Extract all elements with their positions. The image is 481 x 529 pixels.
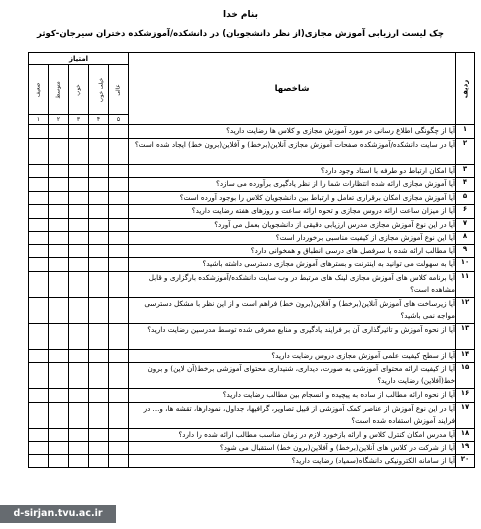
score-cell[interactable] xyxy=(29,205,49,219)
row-number: ۱۱ xyxy=(456,272,475,298)
row-number-header: ردیف xyxy=(456,53,475,125)
document-subtitle: چک لیست ارزیابی آموزش مجازی(از نظر دانشجویان) در دانشکده/آموزشکده دختران سیرجان-کوثر xyxy=(37,29,444,39)
score-cell[interactable] xyxy=(49,298,69,324)
table-row xyxy=(29,455,475,468)
site-url-footer: d-sirjan.tvu.ac.ir xyxy=(0,505,116,523)
indicators-header: شاخصها xyxy=(129,53,456,125)
table-row xyxy=(29,232,475,245)
score-cell[interactable] xyxy=(49,219,69,232)
score-cell[interactable] xyxy=(29,232,49,245)
score-label-poor: ضعیف xyxy=(29,65,49,115)
score-cell[interactable] xyxy=(29,298,49,324)
score-cell[interactable] xyxy=(109,429,129,442)
row-number: ۱۲ xyxy=(456,298,475,324)
row-number: ۱۶ xyxy=(456,389,475,403)
score-cell[interactable] xyxy=(89,232,109,245)
score-cell[interactable] xyxy=(109,232,129,245)
score-cell[interactable] xyxy=(89,442,109,455)
score-cell[interactable] xyxy=(69,442,89,455)
score-header: امتیاز xyxy=(29,53,129,65)
row-number: ۱۸ xyxy=(456,429,475,442)
score-cell[interactable] xyxy=(109,350,129,363)
table-row xyxy=(29,389,475,403)
score-cell[interactable] xyxy=(89,125,109,139)
row-number: ۱۳ xyxy=(456,324,475,350)
question-text: آیا آموزش مجازی امکان برقراری تعامل و ارتباط بین دانشجویان کلاس را بوجود آورده است؟ xyxy=(129,192,456,205)
score-cell[interactable] xyxy=(29,178,49,192)
question-text: آیا از میزان ساعت ارائه دروس مجازی و تحوه ارائه ساعت و روزهای هفته رضایت دارید؟ xyxy=(129,205,456,219)
score-cell[interactable] xyxy=(69,350,89,363)
score-label-good: خوب xyxy=(69,65,89,115)
row-number: ۹ xyxy=(456,245,475,258)
score-cell[interactable] xyxy=(109,139,129,165)
table-row xyxy=(29,219,475,232)
score-cell[interactable] xyxy=(89,429,109,442)
row-number: ۱ xyxy=(456,125,475,139)
score-cell[interactable] xyxy=(49,125,69,139)
score-cell[interactable] xyxy=(29,245,49,258)
score-cell[interactable] xyxy=(109,389,129,403)
row-number: ۱۷ xyxy=(456,403,475,429)
row-number: ۱۰ xyxy=(456,258,475,272)
question-text: آیا در سایت دانشکده/آموزشکده صفحات آموزش مجازی آنلاین(برخط) و آفلاین(برون خط) ایجاد شده است؟ xyxy=(129,139,456,165)
row-number: ۱۹ xyxy=(456,442,475,455)
score-cell[interactable] xyxy=(49,403,69,429)
score-cell[interactable] xyxy=(69,403,89,429)
score-cell[interactable] xyxy=(49,192,69,205)
question-text: آیا از نحوه آموزش و تاثیرگذاری آن بر فرایند یادگیری و منابع معرفی شده توسط مدرسین رضایت دارید؟ xyxy=(129,324,456,350)
score-cell[interactable] xyxy=(89,403,109,429)
score-cell[interactable] xyxy=(89,245,109,258)
row-number: ۷ xyxy=(456,219,475,232)
table-row xyxy=(29,165,475,178)
score-number: ۱ xyxy=(29,115,49,125)
question-text: آیا زیرساخت های آموزش آنلاین(برخط) و آفلاین(برون خط) فراهم است و از این نظر با مشکل دسترسی مواجه نمی باشید؟ xyxy=(129,298,456,324)
score-cell[interactable] xyxy=(49,363,69,389)
row-number: ۲ xyxy=(456,139,475,165)
score-cell[interactable] xyxy=(29,192,49,205)
row-number: ۳ xyxy=(456,165,475,178)
score-cell[interactable] xyxy=(49,258,69,272)
question-text: آیا از سامانه الکترونیکی دانشگاه(سمیاد) رضایت دارید؟ xyxy=(129,455,456,468)
score-cell[interactable] xyxy=(49,429,69,442)
score-cell[interactable] xyxy=(29,258,49,272)
score-cell[interactable] xyxy=(29,125,49,139)
score-cell[interactable] xyxy=(89,298,109,324)
question-text: آیا از شرکت در کلاس های آنلاین(برخط) و آفلاین(برون خط) استقبال می شود؟ xyxy=(129,442,456,455)
score-cell[interactable] xyxy=(89,272,109,298)
question-text: آیا از سطح کیفیت علمی آموزش مجازی دروس رضایت دارید؟ xyxy=(129,350,456,363)
score-cell[interactable] xyxy=(29,403,49,429)
score-cell[interactable] xyxy=(109,125,129,139)
table-row xyxy=(29,125,475,139)
score-cell[interactable] xyxy=(69,178,89,192)
score-cell[interactable] xyxy=(49,178,69,192)
table-row xyxy=(29,298,475,324)
table-row xyxy=(29,139,475,165)
score-cell[interactable] xyxy=(109,165,129,178)
score-cell[interactable] xyxy=(49,139,69,165)
question-text: آیا به سهولت می توانید به اینترنت و بسترهای آموزش مجازی دسترسی داشته باشید؟ xyxy=(129,258,456,272)
question-text: آیا از نحوه ارائه مطالب از ساده به پیچیده و انسجام بین مطالب رضایت دارید؟ xyxy=(129,389,456,403)
score-cell[interactable] xyxy=(109,324,129,350)
table-row xyxy=(29,258,475,272)
score-cell[interactable] xyxy=(29,455,49,468)
evaluation-table xyxy=(28,52,475,468)
score-cell[interactable] xyxy=(69,429,89,442)
table-row xyxy=(29,442,475,455)
score-cell[interactable] xyxy=(89,363,109,389)
score-cell[interactable] xyxy=(69,298,89,324)
score-cell[interactable] xyxy=(49,205,69,219)
score-cell[interactable] xyxy=(29,324,49,350)
score-cell[interactable] xyxy=(69,192,89,205)
row-number: ۵ xyxy=(456,192,475,205)
score-cell[interactable] xyxy=(49,165,69,178)
score-cell[interactable] xyxy=(49,324,69,350)
score-cell[interactable] xyxy=(69,389,89,403)
score-number: ۳ xyxy=(69,115,89,125)
question-text: آیا در این نوع آموزش از عناصر کمک آموزشی از قبیل تصاویر، گرافیها، جداول، نمودارها، تقشه ها، و... در فرایند آموزش استفاده شده است؟ xyxy=(129,403,456,429)
score-cell[interactable] xyxy=(89,165,109,178)
table-row xyxy=(29,324,475,350)
question-text: آیا در این نوع آموزش مجازی مدرس ارزیابی دقیقی از دانشجویان بعمل می آورد؟ xyxy=(129,219,456,232)
question-text: آیا از کیفیت ارائه محتوای آموزشی به صورت، دیداری، شنیداری محتوای آموزشی برخط(آن لاین) و برون خط(آفلاین) رضایت دارید؟ xyxy=(129,363,456,389)
question-text: آیا امکان ارتباط دو طرفه با استاد وجود دارد؟ xyxy=(129,165,456,178)
score-cell[interactable] xyxy=(109,272,129,298)
score-cell[interactable] xyxy=(89,258,109,272)
score-cell[interactable] xyxy=(29,139,49,165)
score-cell[interactable] xyxy=(89,455,109,468)
score-cell[interactable] xyxy=(29,429,49,442)
score-cell[interactable] xyxy=(29,272,49,298)
score-cell[interactable] xyxy=(69,165,89,178)
score-cell[interactable] xyxy=(69,363,89,389)
score-cell[interactable] xyxy=(109,205,129,219)
score-cell[interactable] xyxy=(109,258,129,272)
score-cell[interactable] xyxy=(69,219,89,232)
table-row xyxy=(29,429,475,442)
score-cell[interactable] xyxy=(89,205,109,219)
score-cell[interactable] xyxy=(69,324,89,350)
score-cell[interactable] xyxy=(69,125,89,139)
score-cell[interactable] xyxy=(89,178,109,192)
score-cell[interactable] xyxy=(89,219,109,232)
row-number: ۱۴ xyxy=(456,350,475,363)
score-cell[interactable] xyxy=(69,455,89,468)
score-cell[interactable] xyxy=(109,403,129,429)
score-cell[interactable] xyxy=(69,258,89,272)
score-number: ۲ xyxy=(49,115,69,125)
score-cell[interactable] xyxy=(49,389,69,403)
question-text: آیا مطالب ارائه شده با سرفصل های درسی انطباق و همخوانی دارد؟ xyxy=(129,245,456,258)
score-number: ۴ xyxy=(89,115,109,125)
score-cell[interactable] xyxy=(109,219,129,232)
score-cell[interactable] xyxy=(29,442,49,455)
score-cell[interactable] xyxy=(69,272,89,298)
score-cell[interactable] xyxy=(89,389,109,403)
score-cell[interactable] xyxy=(109,192,129,205)
table-row xyxy=(29,350,475,363)
question-text: آیا آموزش مجازی ارائه شده انتظارات شما را از نظر یادگیری برآورده می سازد؟ xyxy=(129,178,456,192)
row-number: ۲۰ xyxy=(456,455,475,468)
score-cell[interactable] xyxy=(29,389,49,403)
score-label-average: متوسط xyxy=(49,65,69,115)
document-title: بنام خدا xyxy=(223,10,258,20)
question-text: آیا این نوع آموزش مجازی از کیفیت مناسبی برخوردار است؟ xyxy=(129,232,456,245)
score-cell[interactable] xyxy=(29,350,49,363)
table-row xyxy=(29,363,475,389)
question-text: آیا مدرس امکان کنترل کلاس و ارائه بازخورد لازم در زمان مناسب مطالب ارائه شده را دارد؟ xyxy=(129,429,456,442)
score-cell[interactable] xyxy=(69,139,89,165)
row-number: ۸ xyxy=(456,232,475,245)
table-row xyxy=(29,403,475,429)
score-cell[interactable] xyxy=(29,363,49,389)
score-cell[interactable] xyxy=(89,324,109,350)
score-cell[interactable] xyxy=(29,219,49,232)
score-cell[interactable] xyxy=(109,455,129,468)
score-cell[interactable] xyxy=(49,350,69,363)
score-cell[interactable] xyxy=(49,455,69,468)
score-cell[interactable] xyxy=(109,363,129,389)
score-cell[interactable] xyxy=(109,442,129,455)
score-cell[interactable] xyxy=(49,272,69,298)
question-text: آیا برنامه کلاس های آموزش مجازی لینک های مرتبط در وب سایت دانشکده/آموزشکده بارگزاری و قابل مشاهده است؟ xyxy=(129,272,456,298)
score-cell[interactable] xyxy=(49,245,69,258)
score-cell[interactable] xyxy=(109,178,129,192)
score-cell[interactable] xyxy=(69,245,89,258)
score-cell[interactable] xyxy=(49,442,69,455)
score-cell[interactable] xyxy=(69,205,89,219)
score-cell[interactable] xyxy=(69,232,89,245)
score-label-very-good: خیلی خوب xyxy=(89,65,109,115)
table-row xyxy=(29,245,475,258)
table-row xyxy=(29,272,475,298)
score-cell[interactable] xyxy=(89,139,109,165)
score-cell[interactable] xyxy=(109,245,129,258)
table-row xyxy=(29,178,475,192)
score-number: ۵ xyxy=(109,115,129,125)
score-label-excellent: عالی xyxy=(109,65,129,115)
score-cell[interactable] xyxy=(29,165,49,178)
score-cell[interactable] xyxy=(49,232,69,245)
score-cell[interactable] xyxy=(109,298,129,324)
row-number: ۶ xyxy=(456,205,475,219)
table-row xyxy=(29,192,475,205)
score-cell[interactable] xyxy=(89,192,109,205)
table-row xyxy=(29,205,475,219)
question-text: آیا از چگونگی اطلاع رسانی در مورد آموزش مجازی و کلاس ها رضایت دارید؟ xyxy=(129,125,456,139)
row-number: ۴ xyxy=(456,178,475,192)
score-cell[interactable] xyxy=(89,350,109,363)
row-number: ۱۵ xyxy=(456,363,475,389)
